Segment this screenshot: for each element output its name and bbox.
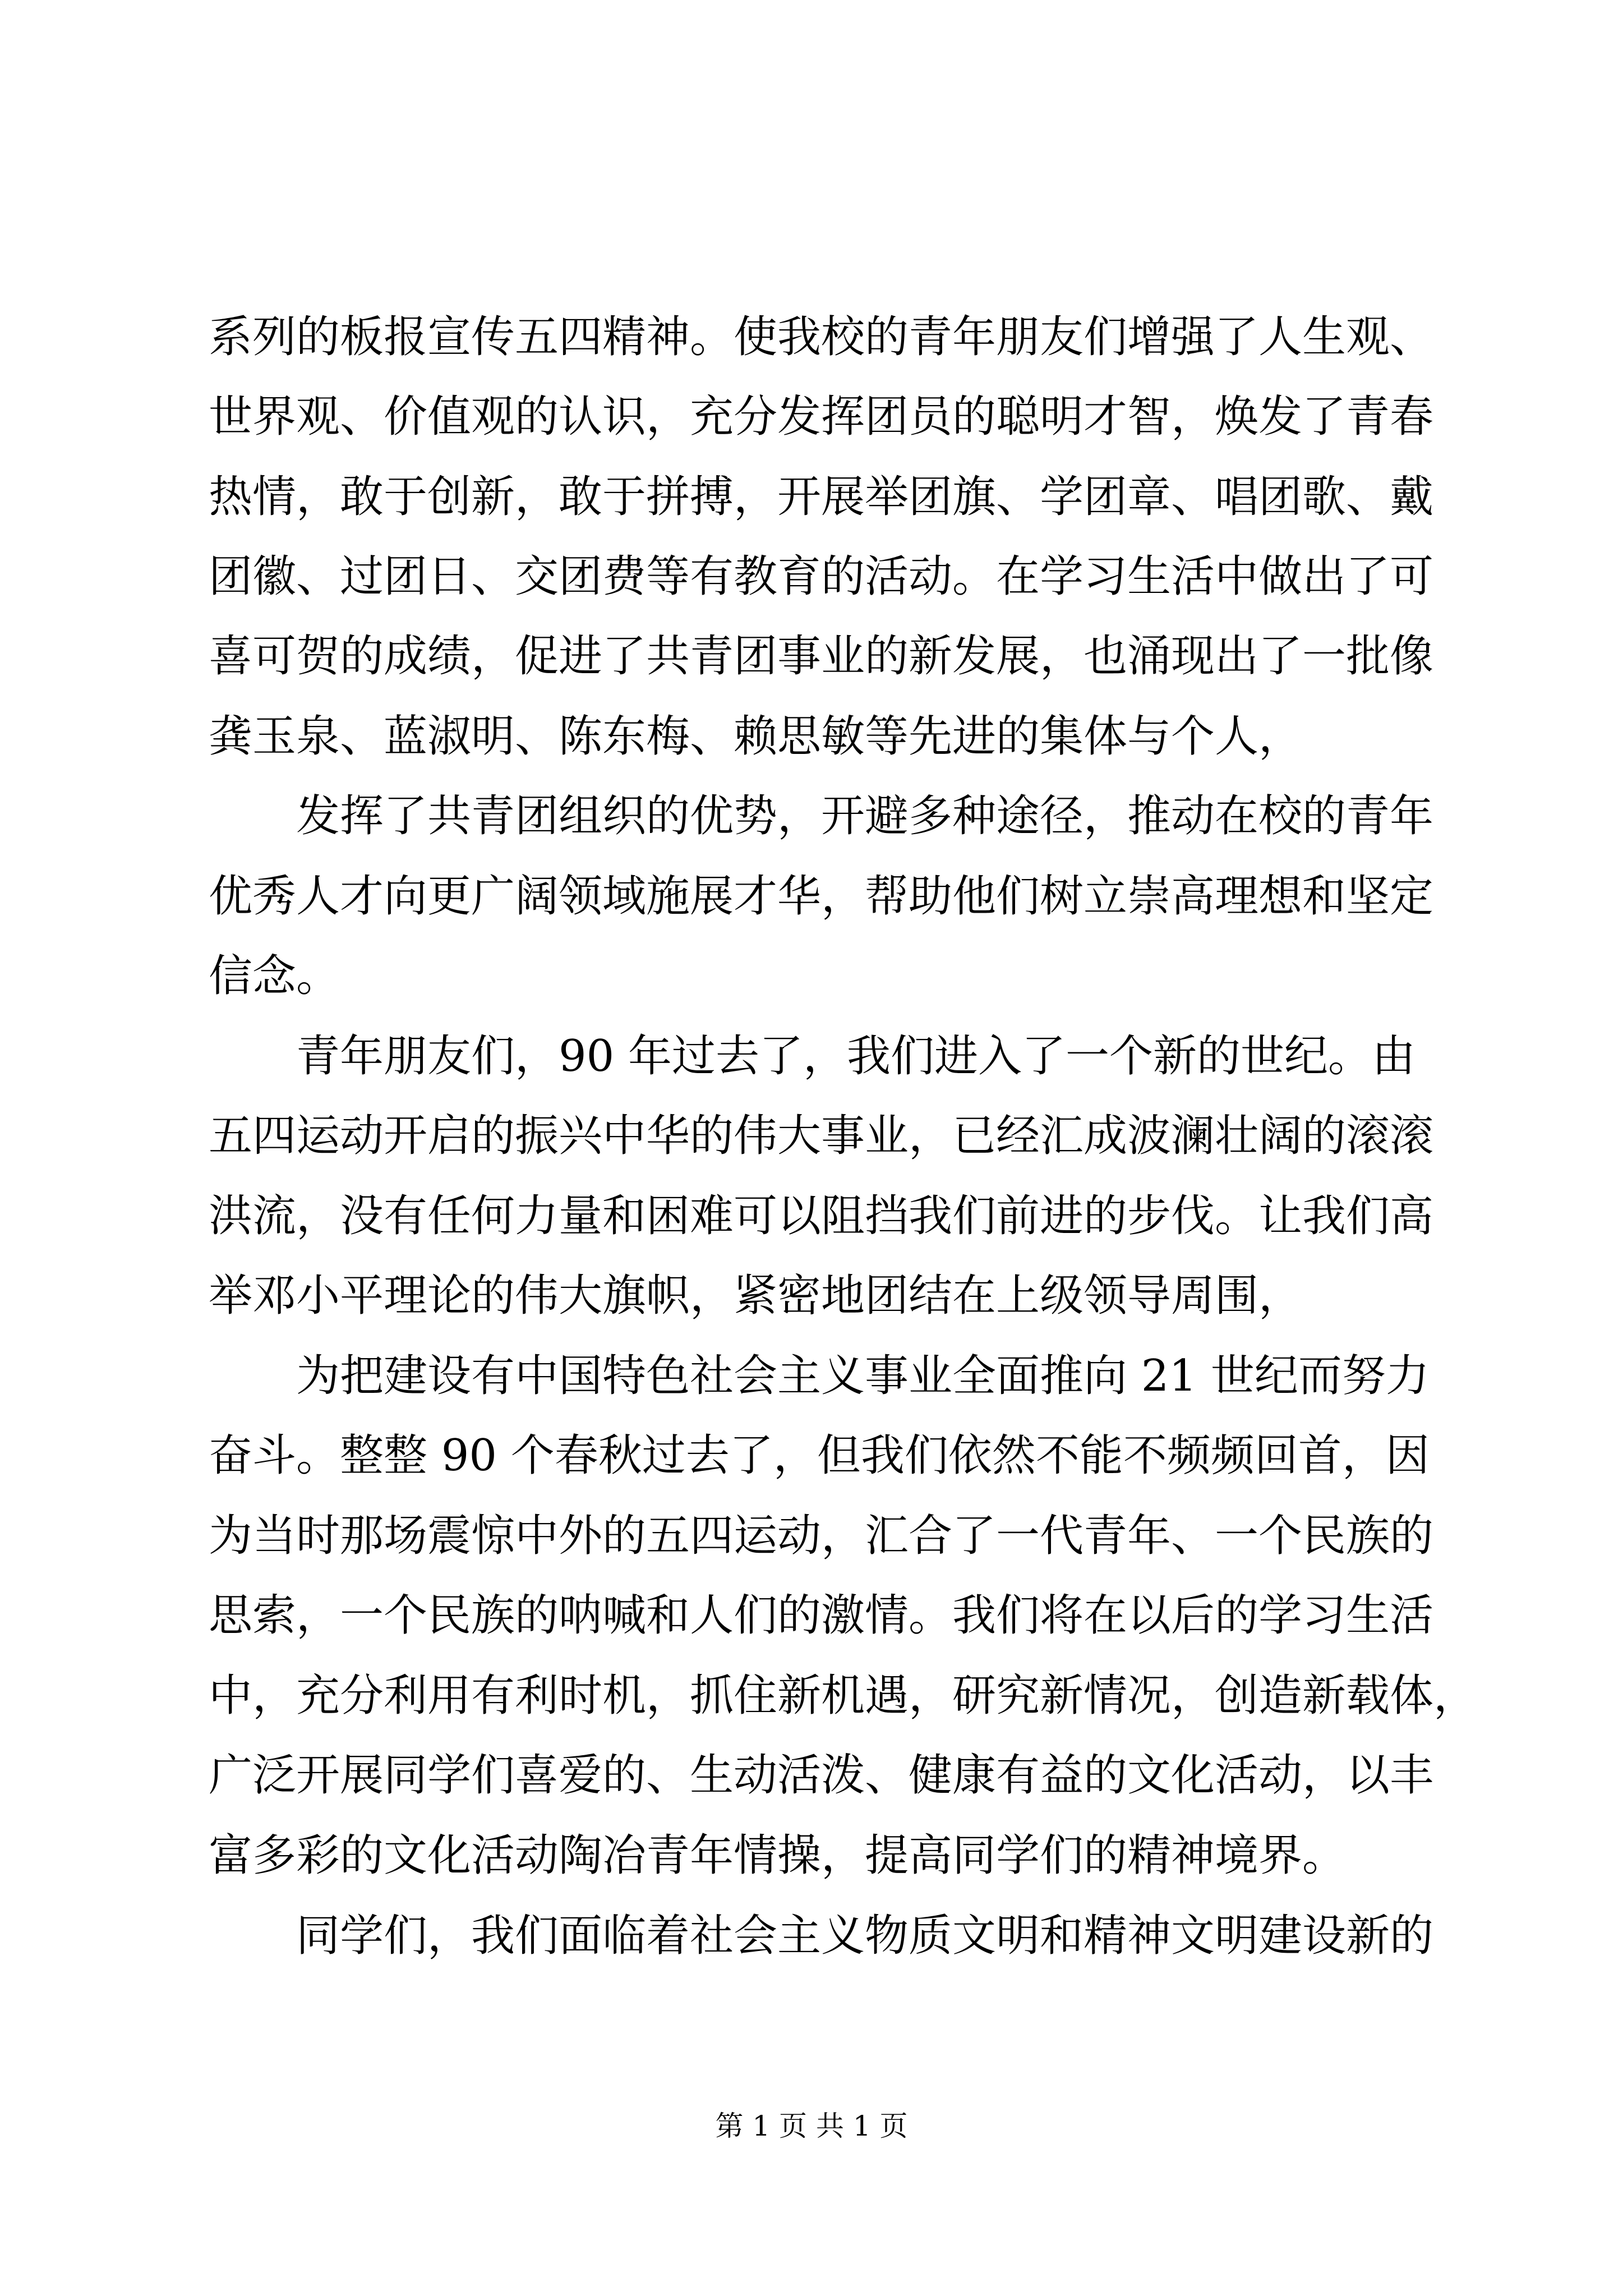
text-line: 世界观、价值观的认识，充分发挥团员的聪明才智，焕发了青春 bbox=[209, 392, 1434, 442]
paragraph-first-line: 青年朋友们，90 年过去了，我们进入了一个新的世纪。由 bbox=[296, 1031, 1416, 1082]
text-line: 思索，一个民族的呐喊和人们的激情。我们将在以后的学习生活 bbox=[209, 1590, 1434, 1641]
paragraph-first-line: 同学们，我们面临着社会主义物质文明和精神文明建设新的 bbox=[296, 1911, 1434, 1961]
paragraph-first-line: 发挥了共青团组织的优势，开避多种途径，推动在校的青年 bbox=[296, 791, 1434, 841]
text-line: 系列的板报宣传五四精神。使我校的青年朋友们增强了人生观、 bbox=[209, 312, 1434, 362]
text-line: 信念。 bbox=[209, 951, 340, 1001]
text-line: 广泛开展同学们喜爱的、生动活泼、健康有益的文化活动，以丰 bbox=[209, 1750, 1434, 1801]
paragraph-first-line: 为把建设有中国特色社会主义事业全面推向 21 世纪而努力 bbox=[296, 1351, 1430, 1401]
text-line: 洪流，没有任何力量和困难可以阻挡我们前进的步伐。让我们高 bbox=[209, 1191, 1434, 1241]
text-line: 团徽、过团日、交团费等有教育的活动。在学习生活中做出了可 bbox=[209, 551, 1434, 602]
text-line: 为当时那场震惊中外的五四运动，汇合了一代青年、一个民族的 bbox=[209, 1511, 1434, 1561]
text-line: 优秀人才向更广阔领域施展才华，帮助他们树立崇高理想和坚定 bbox=[209, 871, 1434, 922]
text-line: 喜可贺的成绩，促进了共青团事业的新发展，也涌现出了一批像 bbox=[209, 631, 1434, 682]
text-line: 五四运动开启的振兴中华的伟大事业，已经汇成波澜壮阔的滚滚 bbox=[209, 1111, 1434, 1161]
text-line: 举邓小平理论的伟大旗帜，紧密地团结在上级领导周围， bbox=[209, 1271, 1303, 1321]
text-line: 富多彩的文化活动陶冶青年情操，提高同学们的精神境界。 bbox=[209, 1830, 1347, 1881]
page-number-footer: 第 1 页 共 1 页 bbox=[715, 2110, 908, 2142]
text-line: 龚玉泉、蓝淑明、陈东梅、赖思敏等先进的集体与个人， bbox=[209, 711, 1303, 762]
text-line: 热情，敢于创新，敢于拼搏，开展举团旗、学团章、唱团歌、戴 bbox=[209, 472, 1434, 522]
text-line: 中，充分利用有利时机，抓住新机遇，研究新情况，创造新载体， bbox=[209, 1671, 1478, 1721]
text-line: 奋斗。整整 90 个春秋过去了，但我们依然不能不频频回首，因 bbox=[209, 1430, 1430, 1481]
